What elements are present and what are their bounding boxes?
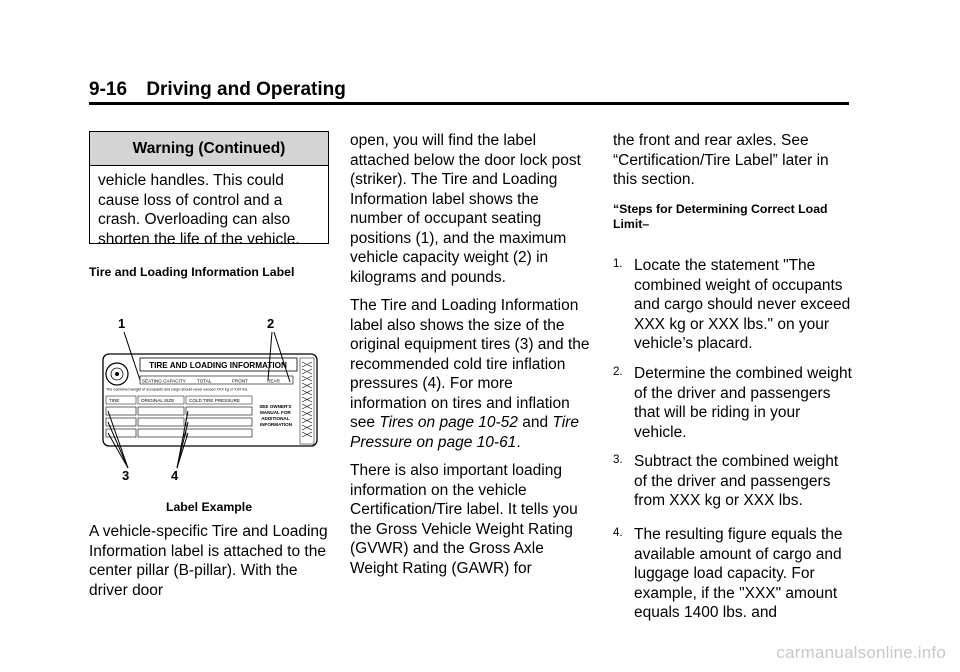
total-label: TOTAL <box>197 378 212 384</box>
column-2 <box>350 131 590 578</box>
step-text: Determine the combined weight of the driver and passengers that will be riding in your vehicle. <box>634 365 852 441</box>
step-text: The resulting figure equals the available amount of cargo and luggage load capacity. For example, if the "XXX" amount equals 1400 lbs. and <box>634 526 843 621</box>
page-header <box>89 79 346 101</box>
see-manual-line-1: SEE OWNER'S <box>259 404 292 409</box>
callout-1: 1 <box>118 316 126 331</box>
callout-4: 4 <box>171 468 179 483</box>
warning-box <box>89 131 329 248</box>
tire-col-head: TIRE <box>109 398 120 403</box>
col2-paragraph-2 <box>350 296 590 452</box>
load-limit-subheading: “Steps for Determining Correct Load Limit– <box>613 201 828 231</box>
col1-paragraph: A vehicle-specific Tire and Loading Information label is attached to the center pillar (B-pillar). With the driver door <box>89 523 328 599</box>
warning-title: Warning (Continued) <box>90 132 328 166</box>
see-manual-line-2: MANUAL FOR <box>259 410 291 415</box>
column-3 <box>613 131 853 232</box>
label-title: TIRE AND LOADING INFORMATION <box>149 361 287 370</box>
step-number: 4. <box>613 527 623 539</box>
figure-caption: Label Example <box>165 500 253 514</box>
front-label: FRONT <box>232 378 248 384</box>
warning-body: vehicle handles. This could cause loss of control and a crash. Overloading can also shorten the life of the vehicle. <box>98 172 300 248</box>
col2-paragraph-3: There is also important loading information on the vehicle Certification/Tire label. It tells you the Gross Vehicle Weight Rating (GVWR) and the Gross Axle Weight Rating (GAWR) for <box>350 462 578 577</box>
step-number: 1. <box>613 258 623 270</box>
callout-3: 3 <box>122 468 130 483</box>
size-col-head: ORIGINAL SIZE <box>141 398 175 403</box>
col3-paragraph-1: the front and rear axles. See “Certification/Tire Label” later in this section. <box>613 132 829 188</box>
see-manual-line-4: INFORMATION <box>259 422 293 427</box>
link-tires[interactable]: Tires on page 10-52 <box>379 414 518 431</box>
col2-p2-end: . <box>516 433 521 451</box>
col2-p2-and: and <box>517 414 553 431</box>
step-text: Locate the statement "The combined weight of occupants and cargo should never exceed XXX kg or XXX lbs." on your vehicle’s placard. <box>634 257 851 352</box>
seating-capacity-label: SEATING CAPACITY <box>142 378 186 384</box>
link-tire-pressure[interactable]: Tire Pressure on page 10-61 <box>350 414 579 451</box>
step-number: 2. <box>613 366 623 378</box>
see-manual-line-3: ADDITIONAL <box>261 416 290 421</box>
tire-value-boxes <box>106 407 252 437</box>
rear-label: REAR <box>267 378 280 384</box>
combined-weight-text: The combined weight of occupants and cargo should never exceed XXX kg or XXX lbs. <box>106 387 249 392</box>
section-title: Driving and Operating <box>146 79 346 100</box>
see-manual-text <box>259 404 293 427</box>
callout-2: 2 <box>267 316 275 331</box>
col2-p2-text: The Tire and Loading Information label also shows the size of the original equipment tires (3) and the recommended cold tire inflation pressures (4). For more information on tires and inflation see <box>350 297 590 431</box>
page-number: 9-16 <box>89 79 128 100</box>
tire-loading-label-illustration <box>100 312 325 484</box>
step-1 <box>613 256 853 354</box>
step-text: Subtract the combined weight of the driver and passengers from XXX kg or XXX lbs. <box>634 453 839 509</box>
header-rule <box>89 102 849 105</box>
step-2 <box>613 364 853 442</box>
step-number: 3. <box>613 454 623 466</box>
step-3 <box>613 452 853 511</box>
pressure-col-head: COLD TIRE PRESSURE <box>189 398 240 403</box>
tire-label-subheading: Tire and Loading Information Label <box>89 265 295 279</box>
step-4 <box>613 525 853 623</box>
col2-paragraph-1: open, you will find the label attached below the door lock post (striker). The Tire and Loading Information label shows the number of occupant seating positions (1), and the maximum vehicle capacity weight (2) in kilograms and pounds. <box>350 132 581 286</box>
watermark: carmanualsonline.info <box>776 643 946 662</box>
